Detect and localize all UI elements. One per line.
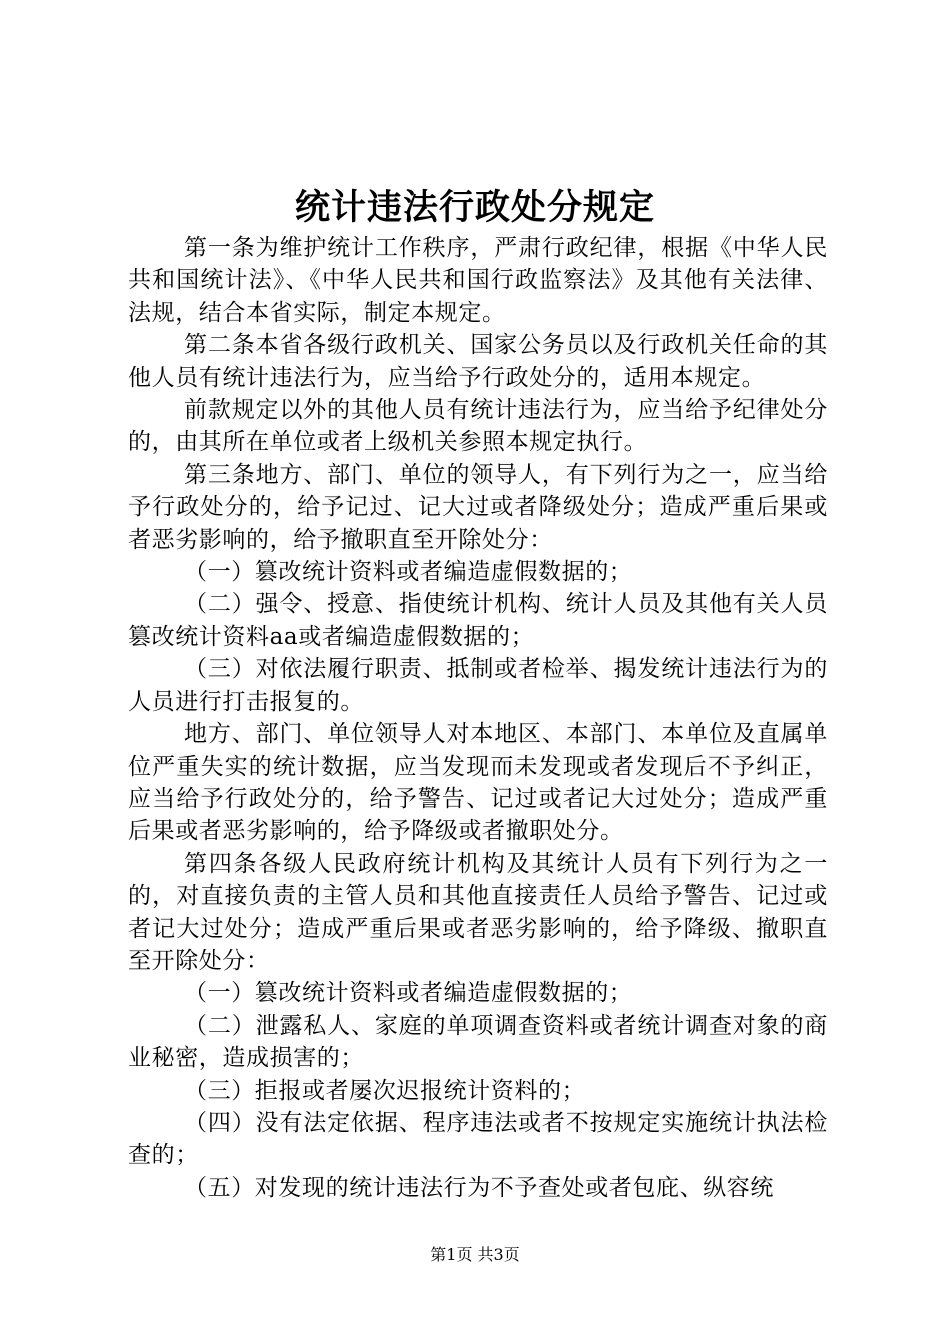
- paragraph: （五）对发现的统计违法行为不予查处或者包庇、纵容统: [184, 1174, 774, 1201]
- paragraph: 第三条地方、部门、单位的领导人，有下列行为之一，应当给予行政处分的，给予记过、记大过或者降级处分；造成严重后果或者恶劣影响的，给予撤职直至开除处分：: [128, 461, 828, 553]
- paragraph: （一）篡改统计资料或者编造虚假数据的；: [184, 980, 633, 1007]
- paragraph: （三）对依法履行职责、抵制或者检举、揭发统计违法行为的人员进行打击报复的。: [128, 656, 828, 715]
- paragraph: （二）强令、授意、指使统计机构、统计人员及其他有关人员篡改统计资料aa或者编造虚假数据的；: [128, 591, 828, 650]
- paragraph: 前款规定以外的其他人员有统计违法行为，应当给予纪律处分的，由其所在单位或者上级机关参照本规定执行。: [128, 397, 828, 456]
- page-number-footer: 第1页 共3页: [430, 1245, 520, 1264]
- document-body: [128, 232, 828, 1204]
- paragraph: （一）篡改统计资料或者编造虚假数据的；: [184, 559, 633, 586]
- paragraph: 第一条为维护统计工作秩序，严肃行政纪律，根据《中华人民共和国统计法》、《中华人民共和国行政监察法》及其他有关法律、法规，结合本省实际，制定本规定。: [128, 235, 828, 326]
- document-title: 统计违法行政处分规定: [294, 187, 655, 228]
- paragraph: （四）没有法定依据、程序违法或者不按规定实施统计执法检查的；: [128, 1109, 828, 1169]
- paragraph: 第二条本省各级行政机关、国家公务员以及行政机关任命的其他人员有统计违法行为，应当给予行政处分的，适用本规定。: [128, 332, 828, 391]
- paragraph: 地方、部门、单位领导人对本地区、本部门、本单位及直属单位严重失实的统计数据，应当发现而未发现或者发现后不予纠正，应当给予行政处分的，给予警告、记过或者记大过处分；造成严重后果或者恶劣影响的，给予降级或者撤职处分。: [128, 721, 828, 845]
- paragraph: （二）泄露私人、家庭的单项调查资料或者统计调查对象的商业秘密，造成损害的；: [128, 1012, 828, 1072]
- paragraph: 第四条各级人民政府统计机构及其统计人员有下列行为之一的，对直接负责的主管人员和其他直接责任人员给予警告、记过或者记大过处分；造成严重后果或者恶劣影响的，给予降级、撤职直至开除处分：: [128, 850, 828, 974]
- paragraph: （三）拒报或者屡次迟报统计资料的；: [184, 1077, 586, 1104]
